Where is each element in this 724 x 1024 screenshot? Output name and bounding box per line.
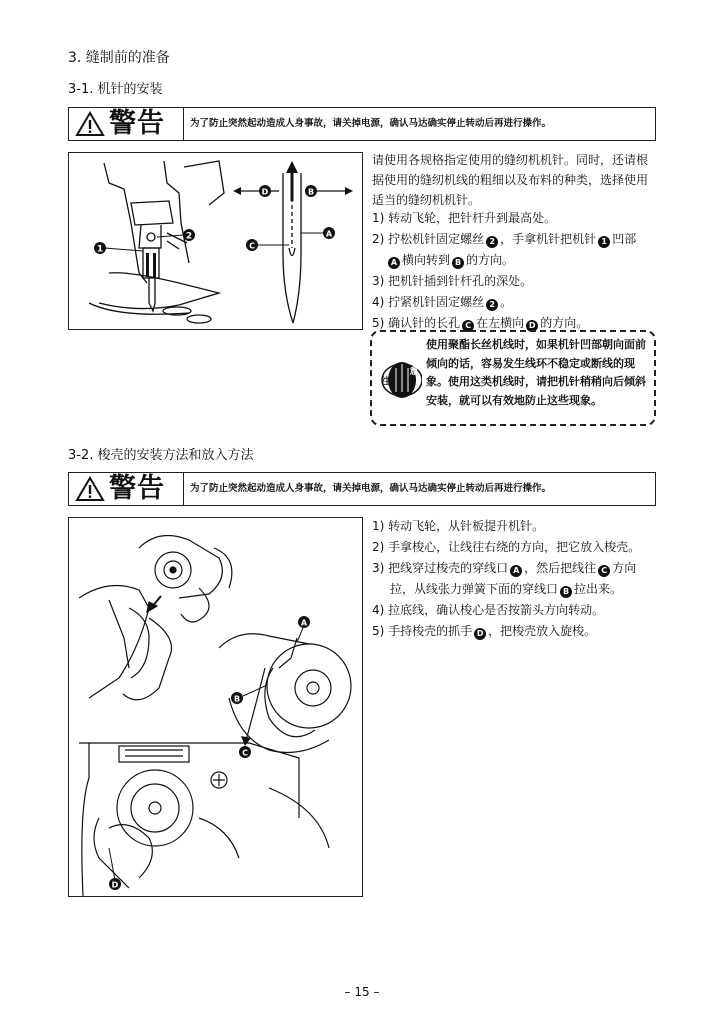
list-item: 5) 确认针的长孔 C 在左横向 D 的方向。 xyxy=(372,316,589,330)
list-item: 1) 转动飞轮，把针杆升到最高处。 xyxy=(372,211,557,225)
callout-a: A xyxy=(300,618,308,628)
subsection-title-bobbin: 3-2. 梭壳的安装方法和放入方法 xyxy=(68,448,254,463)
callout-two: 2 xyxy=(185,231,193,242)
marker-two: 2 xyxy=(486,236,498,248)
figure-needle-installation xyxy=(68,152,363,330)
callout-c: C xyxy=(242,748,248,758)
callout-one: 1 xyxy=(96,244,104,255)
callout-b: B xyxy=(233,694,241,704)
list-item: 3) 把线穿过梭壳的穿线口 A ，然后把线往 C 方向 xyxy=(372,561,637,575)
needle-steps-list xyxy=(372,208,636,334)
callout-b: B xyxy=(307,187,315,197)
list-item: 5) 手持梭壳的抓手 D ，把梭壳放入旋梭。 xyxy=(372,624,597,638)
list-item: 2) 拧松机针固定螺丝 2 ，手拿机针把机针 1 凹部 xyxy=(372,232,637,246)
caution-note xyxy=(370,330,656,426)
warning-label xyxy=(69,473,184,505)
bobbin-steps-list xyxy=(372,516,640,642)
list-item: 1) 转动飞轮，从针板提升机针。 xyxy=(372,519,545,533)
callout-d: D xyxy=(111,880,119,890)
warning-word: 警告 xyxy=(109,473,165,504)
list-item: A 横向转到 B 的方向。 xyxy=(372,250,636,271)
warning-text: 为了防止突然起动造成人身事故，请关掉电源，确认马达确实停止转动后再进行操作。 xyxy=(190,483,552,494)
list-item: 3) 把机针插到针杆孔的深处。 xyxy=(372,274,533,288)
needle-diagram xyxy=(69,153,362,329)
marker-b: B xyxy=(560,586,572,598)
subsection-title-needle: 3-1. 机针的安装 xyxy=(68,82,163,97)
warning-triangle-icon xyxy=(75,111,105,137)
caution-hand-icon xyxy=(378,352,422,404)
list-item: 4) 拉底线，确认梭心是否按箭头方向转动。 xyxy=(372,603,605,617)
list-item: 拉，从线张力弹簧下面的穿线口 B 拉出来。 xyxy=(390,582,623,596)
warning-text: 为了防止突然起动造成人身事故，请关掉电源，确认马达确实停止转动后再进行操作。 xyxy=(190,118,552,129)
marker-c: C xyxy=(462,320,474,332)
callout-c: C xyxy=(249,241,255,251)
warning-box-bobbin xyxy=(68,472,656,506)
marker-d: D xyxy=(526,320,538,332)
warning-label xyxy=(69,108,184,140)
list-item: 4) 拧紧机针固定螺丝 2 。 xyxy=(372,295,513,309)
marker-d: D xyxy=(474,628,486,640)
caution-text: 使用聚酯长丝机线时，如果机针凹部朝向面前倾向的话，容易发生线环不稳定或断线的现象。使用这类机线时，请把机针稍稍向后倾斜安装，就可以有效地防止这些现象。 xyxy=(426,338,646,407)
callout-d: D xyxy=(261,187,269,197)
marker-c: C xyxy=(598,565,610,577)
caution-char-2: 意 xyxy=(409,367,419,377)
marker-one: 1 xyxy=(598,236,610,248)
list-item: 2) 手拿梭心，让线往右绕的方向，把它放入梭壳。 xyxy=(372,540,641,554)
bobbin-diagram xyxy=(69,518,362,896)
caution-char-1: 注 xyxy=(381,377,391,387)
section-title: 3. 缝制前的准备 xyxy=(68,50,170,66)
marker-a: A xyxy=(510,565,522,577)
page-number: – 15 – xyxy=(344,985,380,999)
marker-two: 2 xyxy=(486,299,498,311)
callout-a: A xyxy=(325,229,333,239)
figure-bobbin-case xyxy=(68,517,363,897)
needle-intro-text: 请使用各规格指定使用的缝纫机机针。同时，还请根据使用的缝纫机线的粗细以及布料的种类，选择使用适当的缝纫机机针。 xyxy=(372,153,649,207)
marker-b: B xyxy=(452,257,464,269)
warning-word: 警告 xyxy=(109,108,165,139)
warning-box-needle xyxy=(68,107,656,141)
warning-triangle-icon xyxy=(75,476,105,502)
marker-a: A xyxy=(388,257,400,269)
